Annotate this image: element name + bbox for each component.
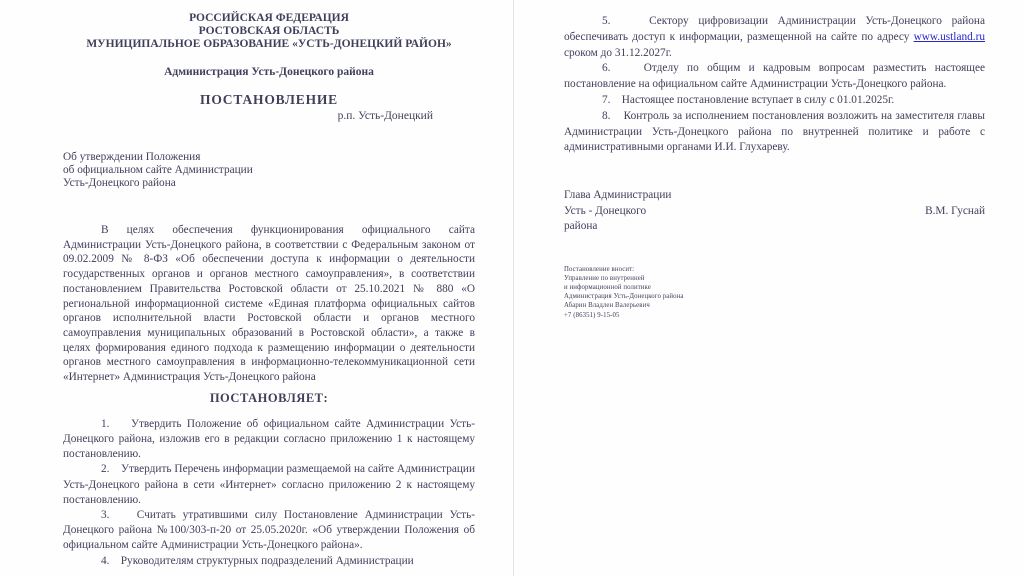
resolution-item-4: 4. Руководителям структурных подразделений Администрации (101, 554, 414, 567)
signature-title-line: района (564, 220, 598, 233)
item-5-text-before-link: 5. Сектору цифровизации Администрации Усть-Донецкого района обеспечивать доступ к информации, размещенной на сайте по адресу (564, 15, 985, 43)
header-line-federation: РОССИЙСКАЯ ФЕДЕРАЦИЯ (189, 12, 349, 24)
resolution-items-page2 (564, 14, 985, 156)
submitter-line: Управление по внутренней (564, 274, 645, 282)
resolution-item-1: 1. Утвердить Положение об официальном сайте Администрации Усть-Донецкого района, изложив его в редакции согласно приложению 1 к настоящему постановлению. (63, 417, 475, 461)
resolves-heading: ПОСТАНОВЛЯЕТ: (209, 390, 329, 405)
federation-header (63, 12, 475, 51)
submitter-line: Постановление вносит: (564, 265, 635, 273)
header-line-oblast: РОСТОВСКАЯ ОБЛАСТЬ (198, 25, 340, 37)
signatory-name: В.М. Гуснай (925, 204, 985, 217)
resolution-item-5 (564, 14, 985, 61)
resolution-item-2: 2. Утвердить Перечень информации размещаемой на сайте Администрации Усть-Донецкого района в сети «Интернет» согласно приложению 2 к настоящему постановлению. (63, 463, 475, 506)
org-name: Администрация Усть-Донецкого района (164, 66, 374, 78)
signature-block (564, 188, 985, 235)
submitter-info (564, 265, 985, 320)
submitter-line: +7 (86351) 9-15-05 (564, 311, 620, 319)
submitter-line: и информационной политике (564, 284, 651, 292)
resolution-item-7: 7. Настоящее постановление вступает в силу с 01.01.2025г. (602, 93, 895, 106)
resolution-item-6: 6. Отделу по общим и кадровым вопросам разместить настоящее постановление на официальном сайте Администрации Усть-Донецкого района. (564, 62, 985, 91)
subject-line: Об утверждении Положения (63, 151, 201, 163)
submitter-line: Абарин Владлен Валерьевич (564, 302, 650, 310)
document-page-2 (564, 0, 985, 320)
header-line-municipality: МУНИЦИПАЛЬНОЕ ОБРАЗОВАНИЕ «УСТЬ-ДОНЕЦКИЙ РАЙОН» (86, 38, 452, 50)
resolution-item-8: 8. Контроль за исполнением постановления возложить на заместителя главы Администрации Усть-Донецкого района по внутренней политике и работе с административными органами И.И. Глухареву. (564, 109, 985, 154)
item-5-text-after-link: сроком до 31.12.2027г. (564, 46, 672, 59)
signature-title-line: Глава Администрации (564, 189, 672, 202)
subject-block (63, 151, 475, 190)
page-divider (513, 0, 514, 576)
document-page-1 (63, 0, 475, 569)
submitter-line: Администрация Усть-Донецкого района (564, 293, 684, 301)
place-line: р.п. Усть-Донецкий (337, 110, 433, 122)
subject-line: Усть-Донецкого района (63, 177, 176, 189)
doc-type-title: ПОСТАНОВЛЕНИЕ (200, 92, 338, 107)
subject-line: об официальном сайте Администрации (63, 164, 253, 176)
resolution-item-3: 3. Считать утратившими силу Постановление Администрации Усть-Донецкого района №100/303-п-20 от 25.05.2020г. «Об утверждении Положения об официальном сайте Администрации Усть-Донецкого района». (63, 508, 475, 552)
preamble-paragraph: В целях обеспечения функционирования официального сайта Администрации Усть-Донецкого района, в соответствии с Федеральным законом от 09.02.2009 № 8-ФЗ «Об обеспечении доступа к информации о деятельности государственных органов и органов местного самоуправления», в соответствии постановлением Правительства Ростовской области от 25.10.2021 № 880 «О региональной информационной системе «Единая платформа официальных сайтов органов исполнительной власти Ростовской области и органов местного самоуправления муниципальных образований в Ростовской области», а также в целях формирования единого подхода к размещению информации о деятельности органов местного самоуправления в информационно-телекоммуникационной сети «Интернет» Администрация Усть-Донецкого района (63, 224, 475, 384)
resolution-items-page1 (63, 417, 475, 569)
ustland-link[interactable]: www.ustland.ru (913, 30, 985, 43)
signature-title-line: Усть - Донецкого (564, 204, 647, 217)
